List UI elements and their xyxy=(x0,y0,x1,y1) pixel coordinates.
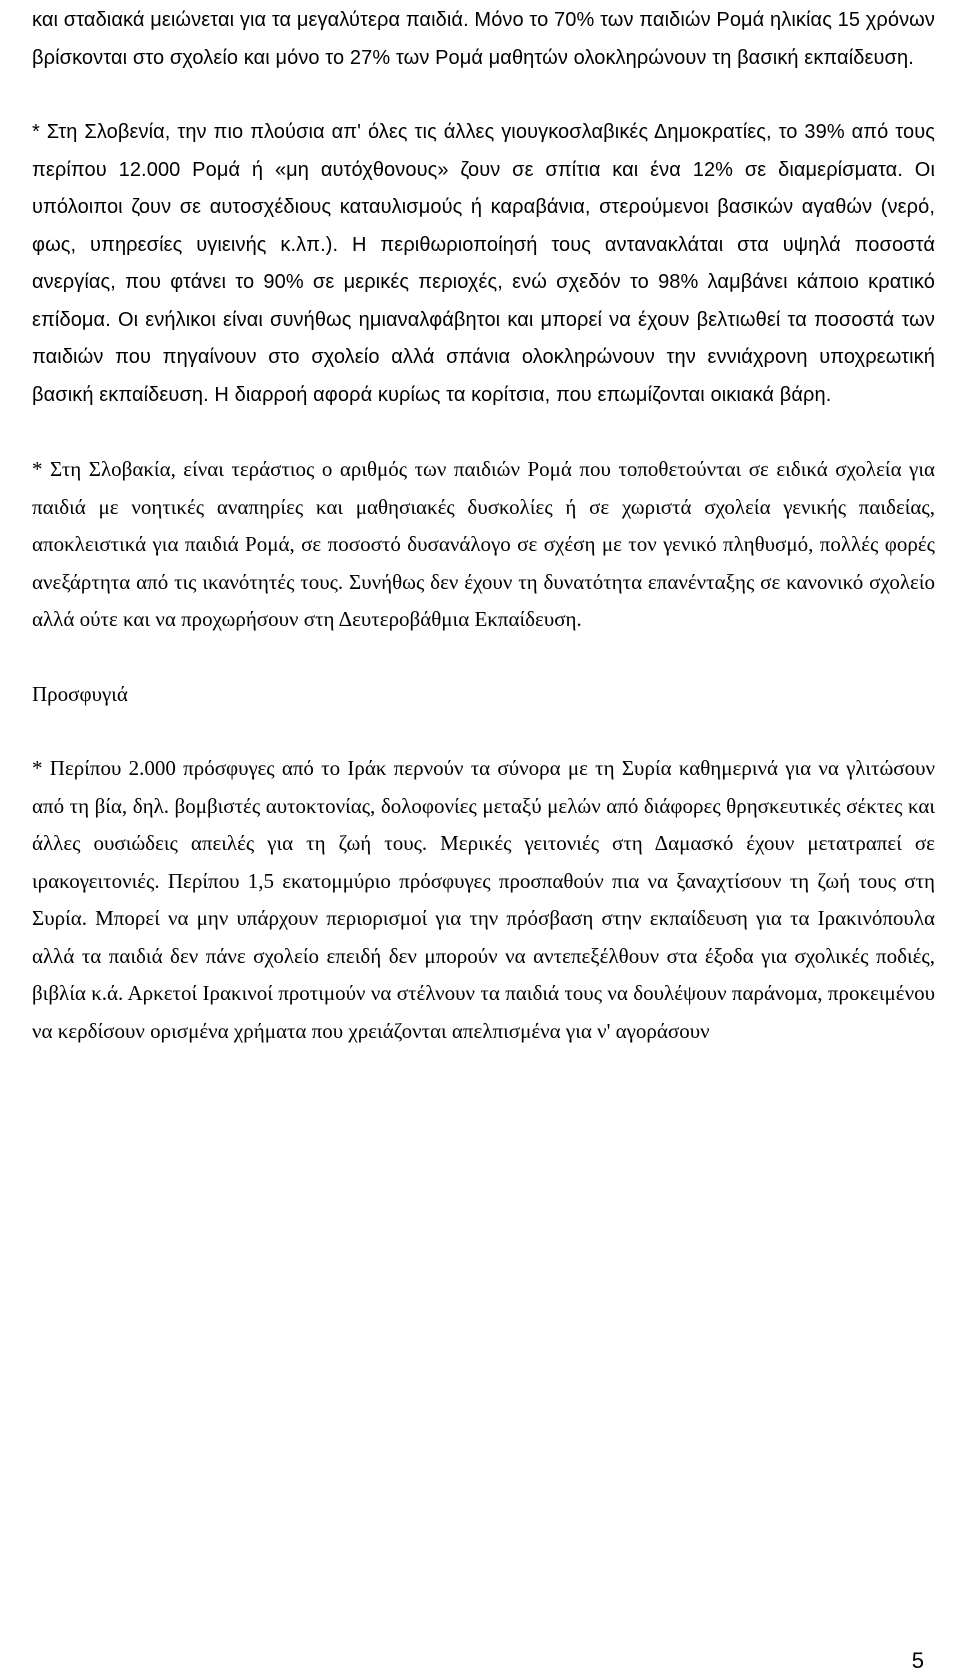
refugee-paragraph: * Περίπου 2.000 πρόσφυγες από το Ιράκ περνούν τα σύνορα με τη Συρία καθημερινά για να γλιτώσουν από τη βία, δηλ. βομβιστές αυτοκτονίας, δολοφονίες μεταξύ μελών από διάφορες θρησκευτικές σέκτες και άλλες ουσιώδεις απειλές για τη ζωή τους. Μερικές γειτονιές στη Δαμασκό έχουν μετατραπεί σε ιρακογειτονιές. Περίπου 1,5 εκατομμύριο πρόσφυγες προσπαθούν πια να ξαναχτίσουν τη ζωή τους στη Συρία. Μπορεί να μην υπάρχουν περιορισμοί για την πρόσβαση στην εκπαίδευση για τα Ιρακινόπουλα αλλά τα παιδιά δεν πάνε σχολείο επειδή δεν μπορούν να αντεπεξέλθουν στα έξοδα για σχολικές ποδιές, βιβλία κ.ά. Αρκετοί Ιρακινοί προτιμούν να στέλνουν τα παιδιά τους να δουλέψουν παράνομα, προκειμένου να κερδίσουν ορισμένα χρήματα που χρειάζονται απελπισμένα για ν' αγοράσουν xyxy=(32,756,935,1043)
page-number: 5 xyxy=(911,1648,924,1673)
slovakia-paragraph: * Στη Σλοβακία, είναι τεράστιος ο αριθμός των παιδιών Ρομά που τοποθετούνται σε ειδικά σχολεία για παιδιά με νοητικές αναπηρίες και μαθησιακές δυσκολίες ή σε χωριστά σχολεία γενικής παιδείας, αποκλειστικά για παιδιά Ρομά, σε ποσοστό δυσανάλογο σε σχέση με τον γενικό πληθυσμό, πολλές φορές ανεξάρτητα από τις ικανότητές τους. Συνήθως δεν έχουν τη δυνατότητα επανένταξης σε κανονικό σχολείο αλλά ούτε και να προχωρήσουν στη Δευτεροβάθμια Εκπαίδευση. xyxy=(32,457,935,631)
section-heading: Προσφυγιά xyxy=(32,681,128,706)
intro-paragraph: και σταδιακά μειώνεται για τα μεγαλύτερα παιδιά. Μόνο το 70% των παιδιών Ρομά ηλικίας 15 χρόνων βρίσκονται στο σχολείο και μόνο το 27% των Ρομά μαθητών ολοκληρώνουν τη βασική εκπαίδευση. xyxy=(32,9,935,69)
slovenia-paragraph: * Στη Σλοβενία, την πιο πλούσια απ' όλες τις άλλες γιουγκοσλαβικές Δημοκρατίες, το 39% από τους περίπου 12.000 Ρομά ή «μη αυτόχθονους» ζουν σε σπίτια και ένα 12% σε διαμερίσματα. Οι υπόλοιποι ζουν σε αυτοσχέδιους καταυλισμούς ή καραβάνια, στερούμενοι βασικών αγαθών (νερό, φως, υπηρεσίες υγιεινής κ.λπ.). Η περιθωριοποίησή τους αντανακλάται στα υψηλά ποσοστά ανεργίας, που φτάνει το 90% σε μερικές περιοχές, ενώ σχεδόν το 98% λαμβάνει κάποιο κρατικό επίδομα. Οι ενήλικοι είναι συνήθως ημιαναλφάβητοι και μπορεί να έχουν βελτιωθεί τα ποσοστά των παιδιών που πηγαίνουν στο σχολείο αλλά σπάνια ολοκληρώνουν την εννιάχρονη υποχρεωτική βασική εκπαίδευση. Η διαρροή αφορά κυρίως τα κορίτσια, που επωμίζονται οικιακά βάρη. xyxy=(32,121,935,406)
